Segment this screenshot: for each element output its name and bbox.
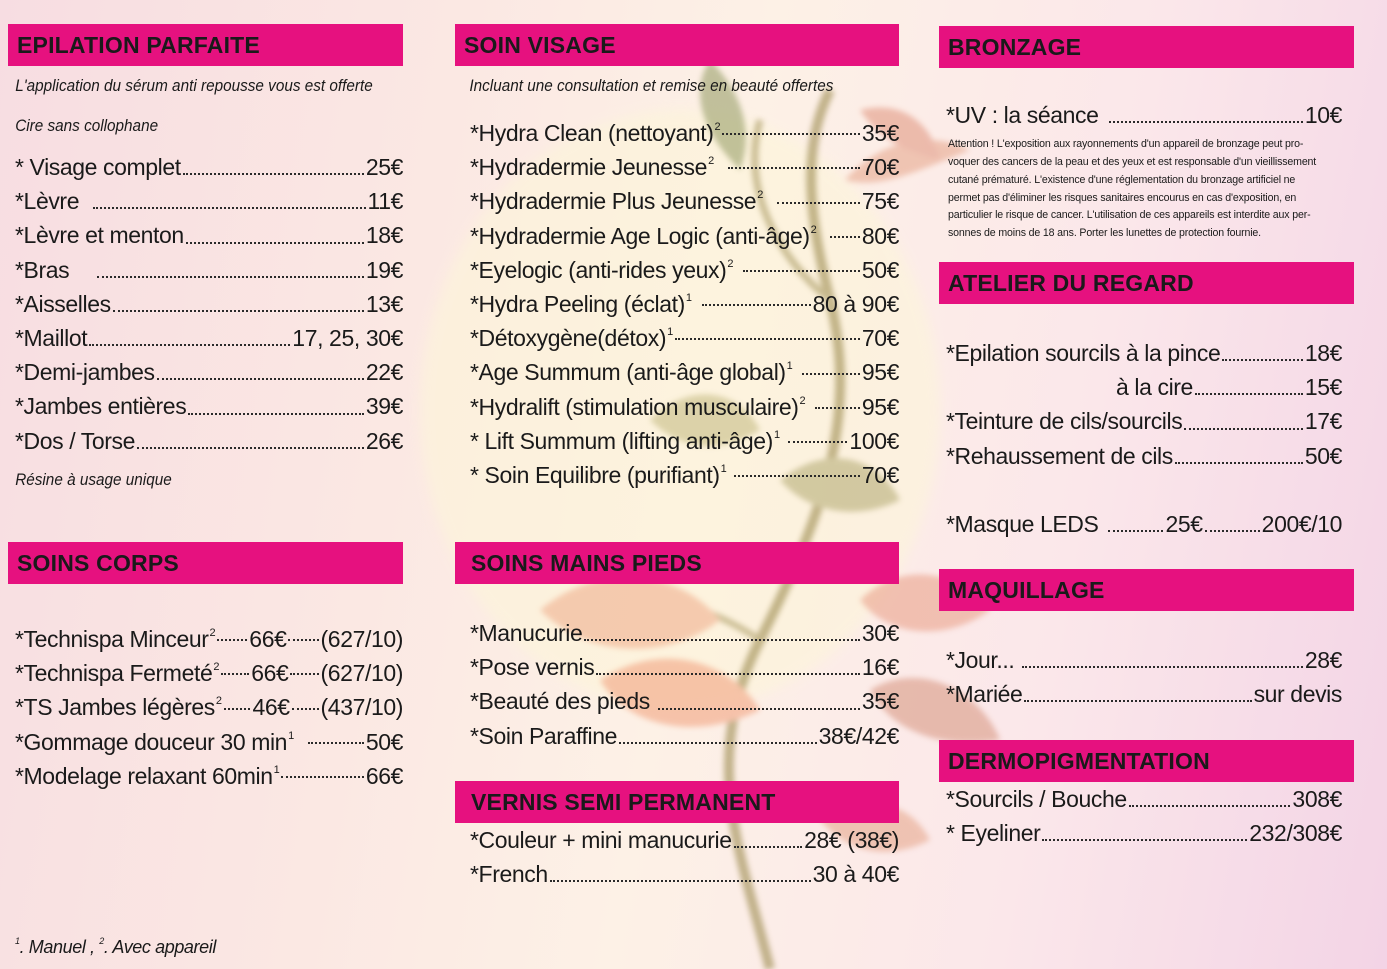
item-label: *Gommage douceur 30 $\min^1$	[15, 728, 294, 755]
dot-leader	[722, 113, 860, 135]
item-label: *Beauté des pieds	[470, 688, 650, 715]
dot-leader	[743, 250, 860, 272]
item-label: *Soin Paraffine	[470, 722, 618, 749]
atelier-price-list	[939, 336, 1354, 541]
price-row-soin-equilibre	[463, 452, 899, 486]
bronzage-price-list	[939, 98, 1354, 132]
item-price: 39€	[365, 393, 403, 420]
item-label: *Age Summum (anti-âge global)$^1$	[470, 359, 793, 386]
item-price: (437/10)	[320, 694, 404, 721]
dot-leader	[1129, 785, 1291, 807]
item-label: *Technispa Minceur$^2$	[15, 626, 216, 652]
item-label: *Maillot	[15, 324, 88, 351]
price-row-levre	[8, 184, 403, 218]
section-header-dermopigmentation: DERMOPIGMENTATION	[939, 740, 1354, 782]
item-label: *Hydra Peeling (éclat)$^1$	[470, 290, 692, 317]
section-header-atelier-regard: ATELIER DU REGARD	[939, 262, 1354, 304]
item-label: *Dos / Torse	[15, 427, 136, 454]
dot-leader	[308, 722, 364, 744]
dot-leader	[1042, 819, 1247, 841]
price-row-jour	[939, 643, 1342, 677]
item-label: *Jour...	[946, 647, 1015, 673]
section-header-vernis: VERNIS SEMI PERMANENT	[455, 781, 899, 823]
dot-leader	[1022, 646, 1302, 668]
item-price: 28€ (38€)	[804, 827, 899, 853]
price-row-sourcils-bouche	[939, 782, 1342, 816]
dot-leader	[550, 860, 811, 882]
item-price: 80 à 90€	[812, 290, 899, 317]
dot-leader	[1024, 680, 1251, 702]
column-right-maquillage	[939, 569, 1354, 711]
item-label: *Modelage relaxant $60\min^1$	[15, 762, 280, 789]
item-label: *TS Jambes légères$^2$	[15, 694, 222, 721]
price-row-jambes-entieres	[8, 389, 403, 423]
dot-leader	[281, 756, 363, 778]
dot-leader	[186, 222, 364, 244]
price-row-epilation-sourcils-cire	[939, 370, 1342, 404]
price-row-modelage	[8, 753, 403, 787]
item-price: 35€	[861, 688, 899, 715]
price-row-hydra-clean	[463, 110, 899, 144]
dot-leader	[658, 688, 860, 710]
dot-leader	[619, 722, 817, 744]
price-row-mariee	[939, 677, 1342, 711]
dot-leader	[815, 387, 860, 409]
price-row-epilation-sourcils-pince	[939, 336, 1342, 370]
price-row-bras	[8, 253, 403, 287]
item-price-single: 66€	[251, 660, 289, 687]
item-price: 38€/42€	[818, 722, 899, 749]
item-price-single: 66€	[249, 626, 287, 652]
dot-leader	[777, 182, 860, 204]
column-right-dermo	[939, 740, 1354, 850]
item-label: *Eyelogic (anti-rides yeux)$^2$	[470, 256, 734, 283]
item-price: 50€	[1304, 442, 1342, 469]
price-row-gommage	[8, 719, 403, 753]
price-row-detoxygene	[463, 315, 899, 352]
footnote: $^1$. Manuel , $^2$. Avec appareil	[15, 936, 216, 957]
item-label: *Rehaussement de cils	[946, 442, 1173, 469]
item-price: 232/308€	[1249, 820, 1342, 847]
mains-pieds-price-list	[455, 616, 899, 753]
item-label: *Demi-jambes	[15, 359, 155, 386]
price-row-levre-menton	[8, 218, 403, 252]
price-row-masque-leds	[939, 507, 1342, 541]
soin-visage-note: Incluant une consultation et remise en beauté offertes	[469, 76, 834, 95]
item-price: 66€	[365, 762, 403, 789]
item-price: 17, 25, 30€	[292, 324, 403, 351]
price-row-hydradermie-plus	[463, 178, 899, 215]
column-right	[939, 26, 1354, 243]
price-row-maillot	[8, 321, 403, 355]
column-middle-vernis	[455, 781, 899, 891]
item-price: 75€	[861, 188, 899, 215]
section-header-soin-visage: SOIN VISAGE	[455, 24, 899, 66]
dot-leader	[97, 256, 364, 278]
dot-leader	[221, 653, 249, 675]
item-label: *Bras	[15, 256, 70, 283]
item-price: 15€	[1304, 374, 1342, 401]
column-left	[8, 24, 403, 490]
price-row-lift-summum	[463, 418, 899, 452]
epilation-note-resine: Résine à usage unique	[15, 469, 172, 489]
price-row-soin-paraffine	[463, 719, 899, 753]
price-row-dos-torse	[8, 424, 403, 458]
item-label: *Masque LEDS	[946, 510, 1099, 537]
price-row-couleur	[463, 823, 899, 857]
price-row-pose-vernis	[463, 650, 899, 684]
item-price: 200€/10	[1261, 510, 1343, 537]
item-price: 70€	[861, 461, 899, 488]
price-row-demi-jambes	[8, 355, 403, 389]
price-row-uv	[939, 98, 1342, 132]
dot-leader	[830, 216, 859, 238]
price-row-hydralift	[463, 384, 899, 418]
dot-leader	[137, 427, 364, 449]
item-label: *Sourcils / Bouche	[946, 786, 1127, 812]
item-price: 50€	[861, 256, 899, 283]
item-price: 22€	[365, 359, 403, 386]
item-label: *Lèvre et menton	[15, 222, 184, 249]
column-left-corps	[8, 542, 403, 787]
item-label: *Couleur + mini manucurie	[470, 827, 732, 853]
item-label: *UV : la séance	[946, 102, 1099, 128]
dot-leader	[1184, 408, 1303, 430]
item-price: 70€	[861, 325, 899, 352]
item-label: *Hydradermie Age Logic (anti-âge)$^2$	[470, 222, 817, 249]
item-price: 30€	[861, 620, 899, 646]
dot-leader	[157, 358, 364, 380]
item-label: * Visage complet	[15, 154, 181, 180]
item-price: 17€	[1304, 408, 1342, 435]
section-header-maquillage: MAQUILLAGE	[939, 569, 1354, 611]
dot-leader	[734, 455, 859, 477]
price-row-visage-complet	[8, 150, 403, 184]
item-price: 11€	[367, 188, 403, 215]
item-price: 16€	[861, 654, 899, 681]
item-price: 95€	[861, 393, 899, 420]
price-row-beaute-pieds	[463, 684, 899, 718]
price-row-hydra-peeling	[463, 281, 899, 315]
dot-leader	[224, 688, 251, 710]
item-price: sur devis	[1253, 681, 1342, 708]
item-price: 70€	[861, 154, 899, 181]
item-label: *Jambes entières	[15, 393, 187, 420]
item-price: 28€	[1304, 647, 1342, 673]
dot-leader	[596, 653, 859, 675]
dot-leader	[1109, 101, 1303, 123]
item-label: *Lèvre	[15, 188, 80, 215]
item-price-single: 25€	[1165, 510, 1203, 537]
dot-leader	[584, 619, 859, 641]
section-header-soins-mains-pieds: SOINS MAINS PIEDS	[455, 542, 899, 584]
dot-leader	[734, 826, 802, 848]
item-label: * Eyeliner	[946, 820, 1041, 847]
item-label: *Hydra Clean (nettoyant)$^2$	[470, 120, 721, 146]
item-label: *Hydradermie Jeunesse$^2$	[470, 154, 714, 181]
dot-leader	[802, 353, 859, 375]
price-row-rehaussement	[939, 439, 1342, 473]
dot-leader	[1222, 339, 1302, 361]
maquillage-price-list	[939, 643, 1354, 711]
dot-leader	[1205, 510, 1260, 532]
item-label: *Hydralift (stimulation musculaire)$^2$	[470, 393, 806, 420]
dot-leader	[290, 653, 318, 675]
price-row-ts-jambes-legeres	[8, 684, 404, 721]
item-label: *Mariée	[946, 681, 1023, 708]
item-price: 30 à 40€	[812, 861, 899, 888]
item-label: *Teinture de cils/sourcils	[946, 408, 1183, 435]
price-row-eyelogic	[463, 247, 899, 281]
soin-visage-price-list	[455, 110, 899, 486]
item-label: *Hydradermie Plus Jeunesse$^2$	[470, 188, 763, 215]
item-price: (627/10)	[320, 660, 403, 687]
soins-corps-price-list	[8, 616, 403, 787]
dot-leader	[702, 284, 811, 306]
dot-leader	[288, 619, 318, 641]
price-row-manucurie	[463, 616, 899, 650]
dot-leader	[292, 688, 319, 710]
dot-leader	[188, 393, 364, 415]
dot-leader	[217, 619, 247, 641]
item-label: * Lift Summum (lifting anti-âge)$^1$	[470, 427, 780, 454]
item-price: 80€	[861, 222, 899, 249]
dot-leader	[1108, 510, 1163, 532]
item-label: *Aisselles	[15, 290, 111, 317]
item-price: 95€	[861, 359, 899, 386]
item-label: *Technispa Fermeté$^2$	[15, 660, 220, 687]
price-row-aisselles	[8, 287, 403, 321]
item-label: à la cire	[1116, 374, 1193, 401]
item-price: (627/10)	[320, 626, 404, 652]
bronzage-warning: Attention ! L'exposition aux rayonnements d'un appareil de bronzage peut pro- voquer des cancers de la peau et des yeux et est responsable d'un vieillissement cutané prématuré. L'existence d'une réglementation du bronzage artificiel ne permet pas d'éliminer les risques sanitaires encourus en cas d'exposition, en particulier le risque de cancer. L'utilisation de ces appareils est interdite aux per- sonnes de moins de 18 ans. Porter les lunettes de protection fournie.	[948, 138, 1317, 240]
item-label: *Epilation sourcils à la pince	[946, 340, 1221, 366]
item-label: *Pose vernis	[470, 654, 595, 681]
price-row-teinture	[939, 404, 1342, 438]
item-price: 308€	[1292, 786, 1342, 812]
epilation-note-serum: L'application du sérum anti repousse vous est offerte	[15, 76, 373, 95]
item-price: 25€	[365, 154, 403, 180]
dot-leader	[93, 187, 365, 209]
dermo-price-list	[939, 782, 1354, 850]
item-price: 26€	[365, 427, 403, 454]
section-header-soins-corps: SOINS CORPS	[8, 542, 403, 584]
item-price: 18€	[365, 222, 403, 249]
item-price: 50€	[365, 728, 403, 755]
dot-leader	[728, 147, 860, 169]
item-price-single: 46€	[252, 694, 290, 721]
item-price: 13€	[365, 290, 403, 317]
item-price: 10€	[1304, 102, 1342, 128]
price-row-age-summum	[463, 349, 899, 386]
item-price: 100€	[849, 427, 899, 454]
column-right-atelier	[939, 262, 1354, 541]
epilation-price-list	[8, 150, 403, 458]
dot-leader	[113, 290, 364, 312]
item-price: 35€	[861, 120, 899, 146]
dot-leader	[788, 421, 848, 443]
dot-leader	[1175, 442, 1303, 464]
item-label: *French	[470, 861, 548, 888]
column-middle-mains-pieds	[455, 542, 899, 753]
price-row-age-logic	[463, 213, 899, 247]
epilation-note-cire: Cire sans collophane	[15, 116, 159, 135]
dot-leader	[183, 153, 364, 175]
price-row-technispa-fermete	[8, 650, 403, 687]
dot-leader	[89, 324, 290, 346]
price-row-eyeliner	[939, 816, 1342, 850]
vernis-price-list	[455, 823, 899, 891]
item-price: 19€	[365, 256, 403, 283]
price-row-french	[463, 857, 899, 891]
item-label: *Manucurie	[470, 620, 583, 646]
column-middle	[455, 24, 899, 486]
price-row-technispa-minceur	[8, 616, 403, 650]
item-label: * Soin Equilibre (purifiant)$^1$	[470, 461, 727, 488]
section-header-bronzage: BRONZAGE	[939, 26, 1354, 68]
item-price: 18€	[1304, 340, 1342, 366]
price-row-hydradermie-jeunesse	[463, 144, 899, 181]
section-header-epilation: EPILATION PARFAITE	[8, 24, 403, 66]
dot-leader	[675, 318, 860, 340]
item-label: *Détoxygène(détox)$^1$	[470, 325, 673, 352]
dot-leader	[1195, 373, 1303, 395]
